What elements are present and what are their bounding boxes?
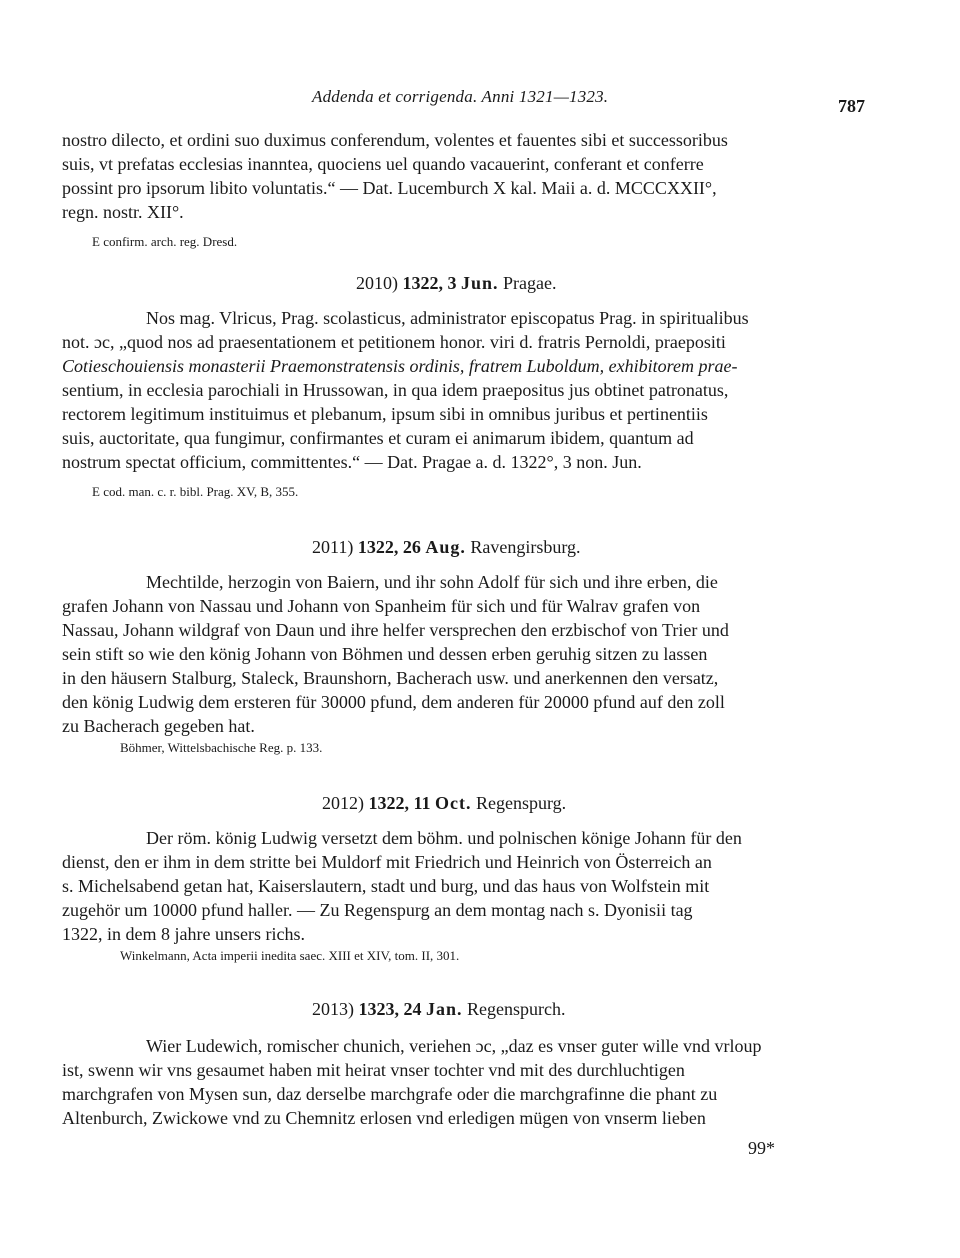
text-line-content: Wier Ludewich, romischer chunich, veriehen ɔc, „daz es vnser guter wille vnd vrloup: [146, 1036, 762, 1056]
source-note: Winkelmann, Acta imperii inedita saec. XIII et XIV, tom. II, 301.: [120, 948, 460, 963]
text-line: regn. nostr. XII°.: [62, 202, 184, 222]
entry-number: 2010): [356, 273, 398, 293]
source-note: E cod. man. c. r. bibl. Prag. XV, B, 355.: [92, 484, 299, 499]
text-line: zu Bacherach gegeben hat.: [62, 716, 255, 736]
entry-date: 1322, 3: [402, 273, 457, 293]
entry-number: 2013): [312, 999, 354, 1019]
text-line: s. Michelsabend getan hat, Kaiserslautern, stadt und burg, und das haus von Wolfstein mit: [62, 876, 710, 896]
text-line: sein stift so wie den könig Johann von Böhmen und dessen erben geruhig sitzen zu lassen: [62, 644, 708, 664]
text-line: Altenburch, Zwickowe vnd zu Chemnitz erlosen vnd erledigen mügen von vnserm lieben: [62, 1108, 706, 1128]
entry-heading: [356, 272, 557, 294]
signature-mark: 99*: [748, 1138, 775, 1158]
text-line: 1322, in dem 8 jahre unsers richs.: [62, 924, 305, 944]
entry-date: 1322, 26: [357, 537, 421, 557]
entry-month: Jun.: [461, 273, 499, 293]
entry-heading: [322, 792, 566, 814]
text-line: possint pro ipsorum libito voluntatis.“ — Dat. Lucemburch X kal. Maii a. d. MCCCXXII°,: [62, 178, 717, 198]
text-line: zugehör um 10000 pfund haller. — Zu Regenspurg an dem montag nach s. Dyonisii tag: [62, 900, 693, 920]
entry-place: Regenspurch.: [467, 999, 566, 1019]
text-line: [62, 826, 872, 850]
entry-month: Jan.: [426, 999, 463, 1019]
entry-heading: [312, 536, 581, 558]
text-line: suis, vt prefatas ecclesias inanntea, quociens uel quando vacauerint, conferant et conferre: [62, 154, 704, 174]
text-line-content: Nos mag. Vlricus, Prag. scolasticus, administrator episcopatus Prag. in spiritualibus: [146, 308, 749, 328]
text-line: in den häusern Stalburg, Staleck, Braunshorn, Bacherach usw. und anerkennen den versatz,: [62, 668, 719, 688]
running-title: Addenda et corrigenda. Anni 1321—1323.: [312, 87, 609, 106]
page-number: 787: [838, 96, 865, 116]
text-line: [62, 306, 872, 330]
text-line: grafen Johann von Nassau und Johann von Spanheim für sich und für Walrav grafen von: [62, 596, 701, 616]
entry-month: Oct.: [435, 793, 472, 813]
text-line: Cotieschouiensis monasterii Praemonstratensis ordinis, fratrem Luboldum, exhibitorem prae-: [62, 356, 738, 376]
text-line: marchgrafen von Mysen sun, daz derselbe marchgrafe oder die marchgrafinne die phant zu: [62, 1084, 718, 1104]
entry-month: Aug.: [425, 537, 466, 557]
text-line: ist, swenn wir vns gesaumet haben mit heirat vnser tochter vnd mit des durchluchtigen: [62, 1060, 685, 1080]
text-line: rectorem legitimum instituimus et plebanum, ipsum sibi in omnibus juribus et pertinentiis: [62, 404, 708, 424]
text-line: nostrum spectat officium, committentes.“ — Dat. Pragae a. d. 1322°, 3 non. Jun.: [62, 452, 642, 472]
text-line-content: Der röm. könig Ludwig versetzt dem böhm. und polnischen könige Johann für den: [146, 828, 742, 848]
text-line: [62, 1034, 872, 1058]
source-note: E confirm. arch. reg. Dresd.: [92, 234, 238, 249]
entry-place: Ravengirsburg.: [470, 537, 581, 557]
entry-number: 2012): [322, 793, 364, 813]
entry-place: Pragae.: [503, 273, 557, 293]
text-line: Nassau, Johann wildgraf von Daun und ihre helfer versprechen den erzbischof von Trier und: [62, 620, 729, 640]
entry-number: 2011): [312, 537, 354, 557]
text-line: suis, auctoritate, qua fungimur, confirmantes et curam ei animarum ibidem, quantum ad: [62, 428, 694, 448]
source-note: Böhmer, Wittelsbachische Reg. p. 133.: [120, 740, 323, 755]
text-line: sentium, in ecclesia parochiali in Hrussowan, in qua idem praepositus jus obtinet patronatus,: [62, 380, 729, 400]
text-line: not. ɔc, „quod nos ad praesentationem et petitionem honor. viri d. fratris Pernoldi, praepositi: [62, 332, 726, 352]
text-line: den könig Ludwig dem ersteren für 30000 pfund, dem anderen für 20000 pfund auf den zoll: [62, 692, 725, 712]
text-line: [62, 570, 872, 594]
text-line: nostro dilecto, et ordini suo duximus conferendum, volentes et fauentes sibi et successoribus: [62, 130, 728, 150]
entry-place: Regenspurg.: [476, 793, 567, 813]
entry-heading: [312, 998, 566, 1020]
text-line: dienst, den er ihm in dem stritte bei Muldorf mit Friedrich und Heinrich von Österreich an: [62, 852, 712, 872]
entry-date: 1322, 11: [368, 793, 431, 813]
entry-date: 1323, 24: [358, 999, 422, 1019]
text-line-content: Mechtilde, herzogin von Baiern, und ihr sohn Adolf für sich und ihre erben, die: [146, 572, 718, 592]
